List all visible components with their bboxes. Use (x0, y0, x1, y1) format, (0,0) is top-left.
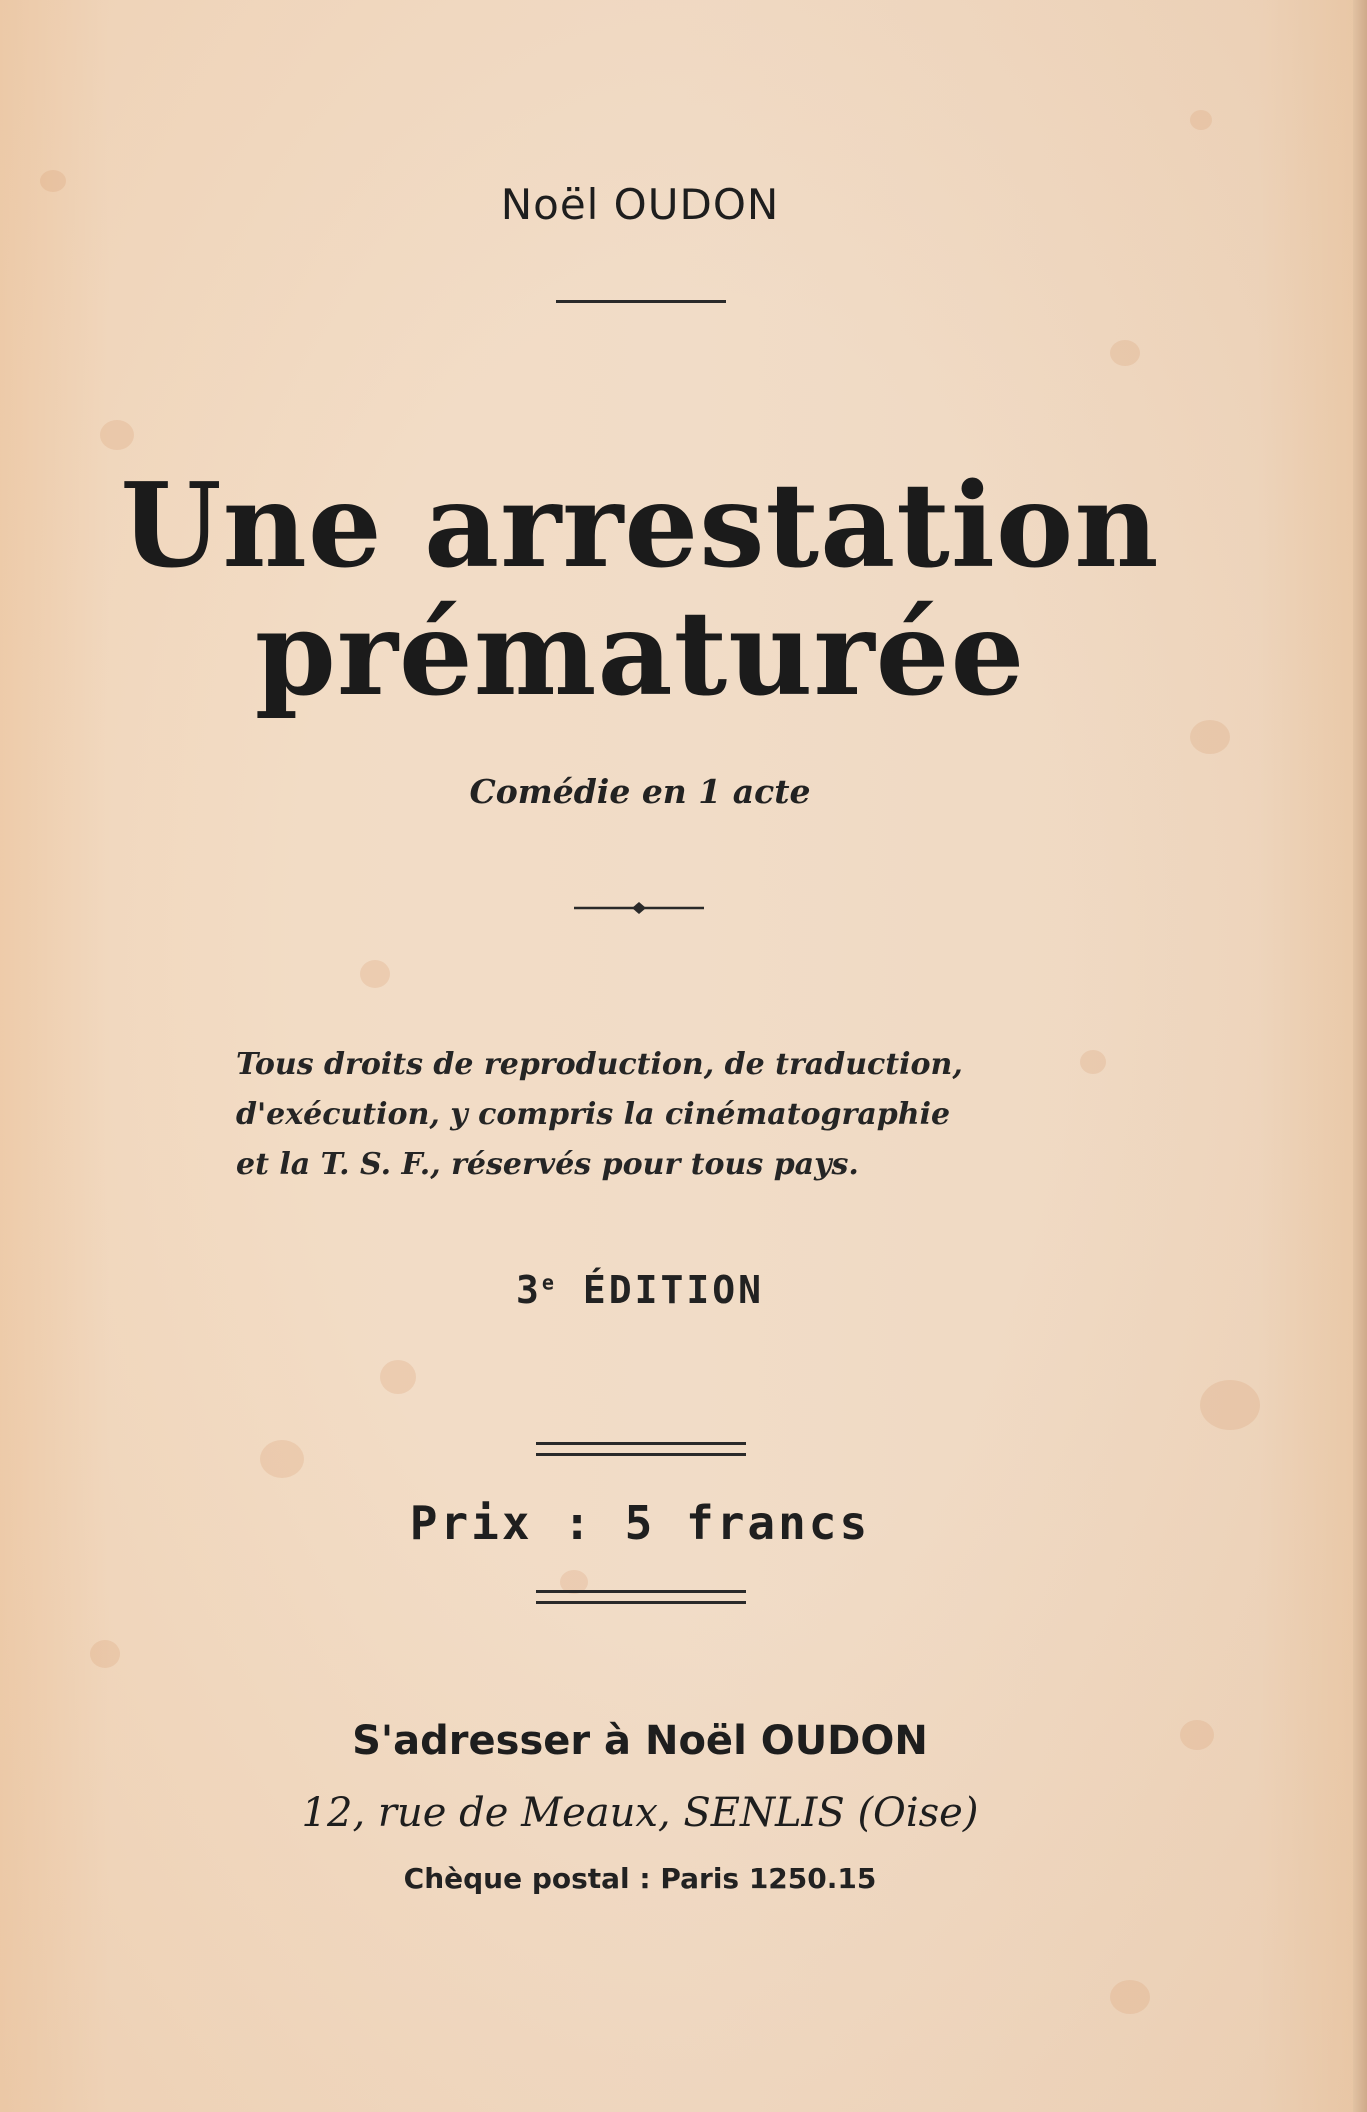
ornament-divider (574, 898, 704, 918)
foxing-spot (100, 420, 134, 450)
edition-suffix: e (541, 1270, 557, 1295)
title-line-2: prématurée (254, 586, 1026, 722)
contact-name: S'adresser à Noël OUDON (352, 1718, 928, 1764)
foxing-spot (260, 1440, 304, 1478)
book-spine-edge (1353, 0, 1367, 2112)
foxing-spot (1080, 1050, 1106, 1074)
edition-label (0, 1268, 1280, 1312)
rights-line-3: et la T. S. F., réservés pour tous pays. (236, 1147, 859, 1182)
author-name: Noël OUDON (500, 180, 780, 229)
title-line-1: Une arrestation (120, 458, 1160, 594)
rights-notice (236, 1040, 1056, 1190)
foxing-spot (1110, 1980, 1150, 2014)
foxing-spot (1110, 340, 1140, 366)
foxing-spot (1190, 110, 1212, 130)
foxing-spot (360, 960, 390, 988)
foxing-spot (1190, 720, 1230, 754)
book-title (0, 458, 1280, 722)
foxing-spot (1200, 1380, 1260, 1430)
rights-line-1: Tous droits de reproduction, de traduction, (236, 1047, 963, 1082)
postal-cheque: Chèque postal : Paris 1250.15 (403, 1862, 877, 1895)
price-rule-bottom (536, 1590, 746, 1604)
edition-number: 3 (516, 1268, 542, 1312)
contact-address: 12, rue de Meaux, SENLIS (Oise) (301, 1790, 979, 1836)
top-rule (556, 300, 726, 303)
rights-line-2: d'exécution, y compris la cinématographie (236, 1097, 951, 1132)
edition-word: ÉDITION (582, 1268, 764, 1312)
foxing-spot (90, 1640, 120, 1668)
price-rule-top (536, 1442, 746, 1456)
foxing-spot (380, 1360, 416, 1394)
price: Prix : 5 francs (409, 1496, 871, 1550)
subtitle: Comédie en 1 acte (469, 772, 811, 811)
